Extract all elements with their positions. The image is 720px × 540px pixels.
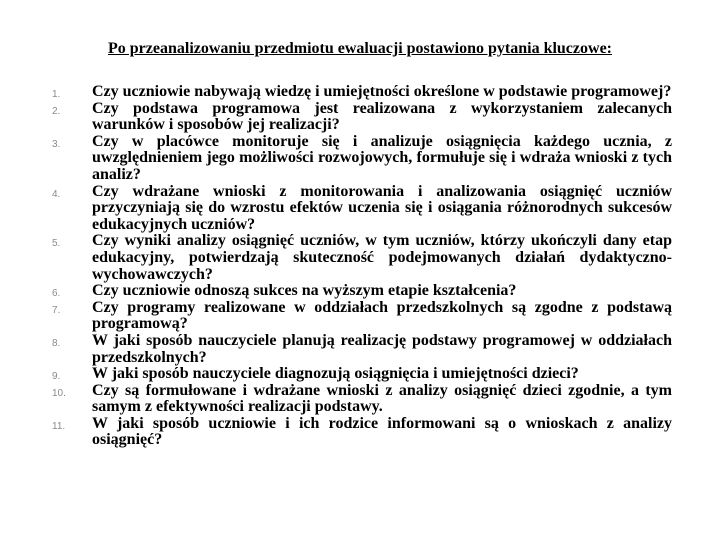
list-item bbox=[0, 84, 720, 101]
list-item-number: 7. bbox=[52, 304, 61, 316]
list-item bbox=[0, 383, 720, 416]
list-item-text: Czy uczniowie nabywają wiedzę i umiejętności określone w podstawie programowej? bbox=[92, 83, 672, 100]
list-item-text: Czy wyniki analizy osiągnięć uczniów, w tym uczniów, którzy ukończyli dany etap edukacyjny, potwierdzają skuteczność podejmowanych działań dydaktyczno-wychowawczych? bbox=[92, 232, 672, 283]
slide-heading: Po przeanalizowaniu przedmiotu ewaluacji postawiono pytania kluczowe: bbox=[108, 40, 612, 57]
list-item-text: Czy programy realizowane w oddziałach przedszkolnych są zgodne z podstawą programową? bbox=[92, 298, 672, 333]
list-item-number: 4. bbox=[52, 188, 61, 200]
list-item-number: 1. bbox=[52, 89, 61, 100]
list-item-text: Czy podstawa programowa jest realizowana z wykorzystaniem zalecanych warunków i sposobów jej realizacji? bbox=[92, 99, 672, 134]
list-item-number: 3. bbox=[52, 138, 61, 150]
list-item bbox=[0, 333, 720, 366]
list-item-text: W jaki sposób uczniowie i ich rodzice informowani są o wnioskach z analizy osiągnięć? bbox=[92, 414, 672, 449]
list-item-number: 6. bbox=[52, 288, 61, 300]
list-item bbox=[0, 416, 720, 449]
list-item bbox=[0, 184, 720, 234]
list-item bbox=[0, 300, 720, 333]
list-item bbox=[0, 283, 720, 300]
list-item bbox=[0, 233, 720, 283]
list-item-text: Czy uczniowie odnoszą sukces na wyższym etapie kształcenia? bbox=[92, 282, 517, 300]
list-item-number: 10. bbox=[52, 387, 66, 399]
list-item-number: 2. bbox=[52, 105, 61, 117]
list-item-number: 8. bbox=[52, 337, 61, 349]
list-item-text: Czy w placówce monitoruje się i analizuje osiągnięcia każdego ucznia, z uwzględnieniem jego możliwości rozwojowych, formułuje się i wdraża wnioski z tych analiz? bbox=[92, 132, 672, 183]
key-questions-list bbox=[0, 84, 720, 449]
list-item-text: W jaki sposób nauczyciele planują realizację podstawy programowej w oddziałach przedszkolnych? bbox=[92, 331, 672, 366]
list-item bbox=[0, 101, 720, 134]
list-item-text: Czy wdrażane wnioski z monitorowania i analizowania osiągnięć uczniów przyczyniają się do wzrostu efektów uczenia się i osiągania różnorodnych sukcesów edukacyjnych uczniów? bbox=[92, 182, 672, 233]
list-item-number: 5. bbox=[52, 238, 61, 250]
list-item bbox=[0, 366, 720, 383]
list-item bbox=[0, 134, 720, 184]
list-item-number: 11. bbox=[52, 420, 66, 432]
list-item-number: 9. bbox=[52, 371, 61, 383]
list-item-text: W jaki sposób nauczyciele diagnozują osiągnięcia i umiejętności dzieci? bbox=[92, 365, 579, 383]
list-item-text: Czy są formułowane i wdrażane wnioski z analizy osiągnięć dzieci zgodnie, a tym samym z efektywności realizacji podstawy. bbox=[92, 381, 672, 416]
